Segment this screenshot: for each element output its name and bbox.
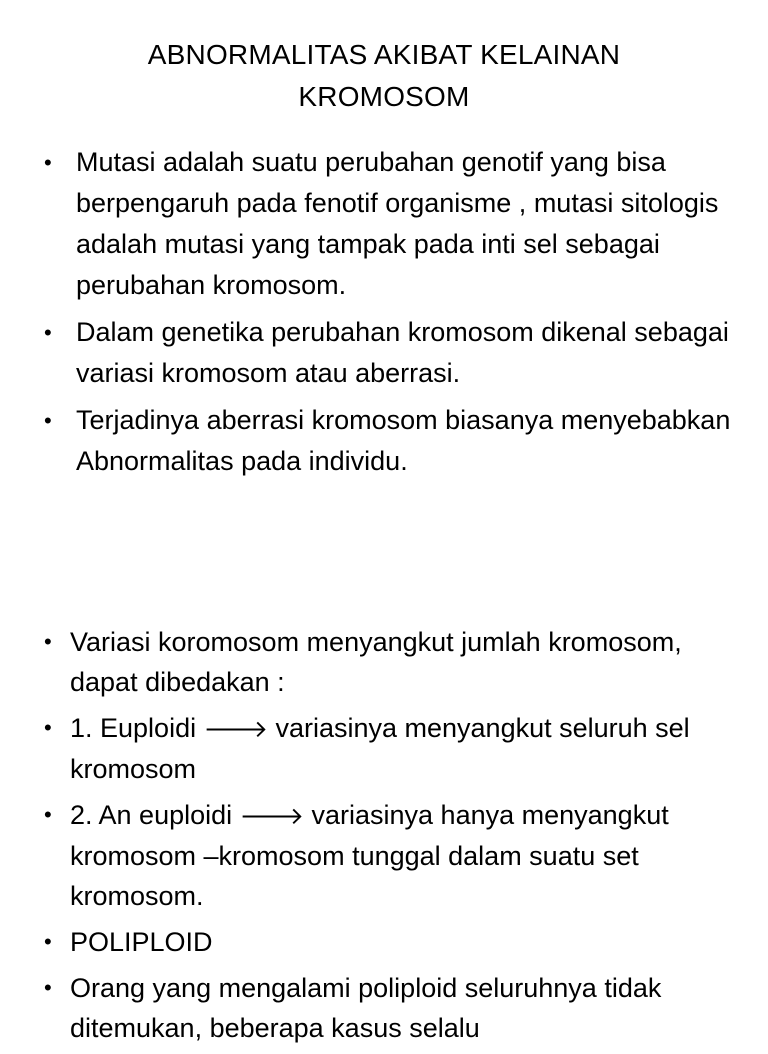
bullet-item bbox=[44, 922, 734, 962]
bullet-marker: • bbox=[44, 975, 52, 1000]
bullet-text: POLIPLOID bbox=[70, 927, 213, 957]
bullet-marker: • bbox=[44, 150, 52, 175]
bullet-item bbox=[44, 142, 734, 306]
bullet-text-suffix: variasinya menyangkut seluruh sel kromosom bbox=[70, 713, 690, 784]
bullet-item bbox=[44, 968, 734, 1048]
slide-title bbox=[40, 34, 728, 118]
bullet-marker: • bbox=[44, 802, 52, 827]
bullet-marker: • bbox=[44, 320, 52, 345]
bullet-text: Dalam genetika perubahan kromosom dikenal sebagai variasi kromosom atau aberrasi. bbox=[76, 317, 729, 388]
bullet-marker: • bbox=[44, 715, 52, 740]
bullet-marker: • bbox=[44, 408, 52, 433]
bullet-text-prefix: 2. An euploidi bbox=[70, 800, 240, 830]
bullet-text: Terjadinya aberrasi kromosom biasanya menyebabkan Abnormalitas pada individu. bbox=[76, 405, 731, 476]
right-arrow-icon: 🡒 bbox=[239, 802, 304, 830]
bullet-text-prefix: 1. Euploidi bbox=[70, 713, 204, 743]
bullet-item bbox=[44, 795, 734, 916]
title-line-2: KROMOSOM bbox=[298, 81, 470, 112]
slide-2 bbox=[0, 560, 768, 1043]
bullet-marker: • bbox=[44, 929, 52, 954]
bullet-item bbox=[44, 400, 734, 482]
bullet-text: Orang yang mengalami poliploid seluruhnya tidak ditemukan, beberapa kasus selalu bbox=[70, 973, 662, 1043]
slide-1-bullet-list bbox=[44, 142, 734, 488]
right-arrow-icon: 🡒 bbox=[203, 715, 268, 743]
bullet-item bbox=[44, 708, 734, 789]
bullet-marker: • bbox=[44, 629, 52, 654]
bullet-item bbox=[44, 312, 734, 394]
slide-2-bullet-list bbox=[44, 622, 734, 1054]
bullet-item bbox=[44, 622, 734, 702]
bullet-text-suffix: variasinya hanya menyangkut kromosom –kromosom tunggal dalam suatu set kromosom. bbox=[70, 800, 669, 911]
title-line-1: ABNORMALITAS AKIBAT KELAINAN bbox=[147, 39, 621, 70]
bullet-text: Mutasi adalah suatu perubahan genotif yang bisa berpengaruh pada fenotif organisme , mutasi sitologis adalah mutasi yang tampak pada inti sel sebagai perubahan kromosom. bbox=[76, 147, 719, 300]
bullet-text: Variasi koromosom menyangkut jumlah kromosom, dapat dibedakan : bbox=[70, 627, 682, 697]
